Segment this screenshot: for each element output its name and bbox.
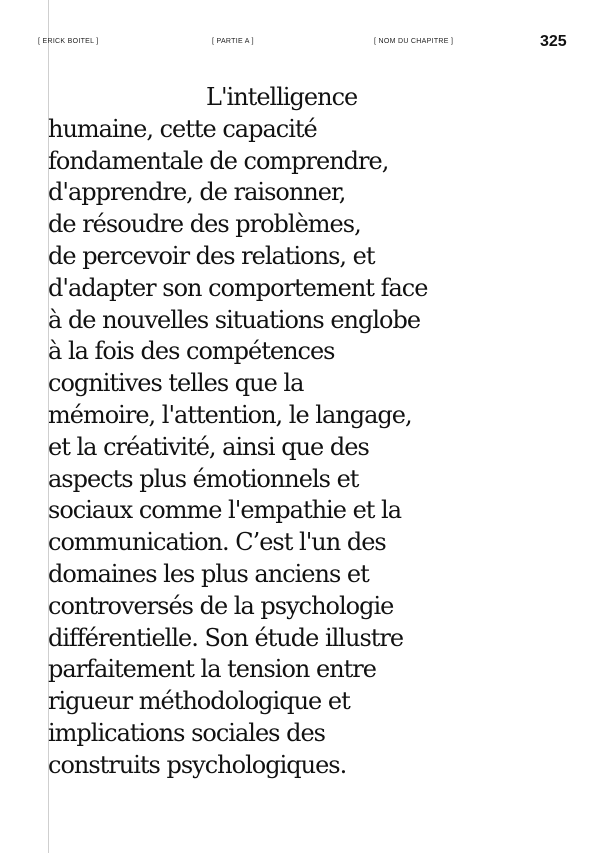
body-line: domaines les plus anciens et bbox=[48, 559, 369, 588]
running-head-chapter: [ NOM DU CHAPITRE ] bbox=[374, 38, 454, 45]
body-line: d'adapter son comportement face bbox=[48, 273, 428, 302]
body-line: d'apprendre, de raisonner, bbox=[48, 178, 346, 207]
body-line: communication. C’est l'un des bbox=[48, 528, 386, 557]
body-line: controversés de la psychologie bbox=[48, 591, 394, 620]
body-line: sociaux comme l'empathie et la bbox=[48, 496, 402, 525]
body-line: parfaitement la tension entre bbox=[48, 655, 376, 684]
body-line: mémoire, l'attention, le langage, bbox=[48, 400, 412, 429]
page-number: 325 bbox=[540, 33, 567, 50]
body-line: de percevoir des relations, et bbox=[48, 241, 375, 270]
running-head-part: [ PARTIE A ] bbox=[212, 38, 254, 45]
body-line: humaine, cette capacité bbox=[48, 114, 317, 143]
running-head-author: [ ERICK BOITEL ] bbox=[38, 38, 99, 45]
body-line: implications sociales des bbox=[48, 718, 325, 747]
body-line: cognitives telles que la bbox=[48, 369, 304, 398]
body-line: rigueur méthodologique et bbox=[48, 687, 350, 716]
body-line: aspects plus émotionnels et bbox=[48, 464, 359, 493]
body-line: et la créativité, ainsi que des bbox=[48, 432, 369, 461]
body-line: différentielle. Son étude illustre bbox=[48, 623, 404, 652]
body-line: de résoudre des problèmes, bbox=[48, 210, 361, 239]
body-line: L'intelligence bbox=[206, 83, 358, 111]
body-line: à de nouvelles situations englobe bbox=[48, 305, 421, 334]
body-line: construits psychologiques. bbox=[48, 750, 347, 779]
body-paragraph bbox=[48, 82, 568, 782]
body-line: fondamentale de comprendre, bbox=[48, 146, 389, 175]
body-line: à la fois des compétences bbox=[48, 337, 335, 366]
